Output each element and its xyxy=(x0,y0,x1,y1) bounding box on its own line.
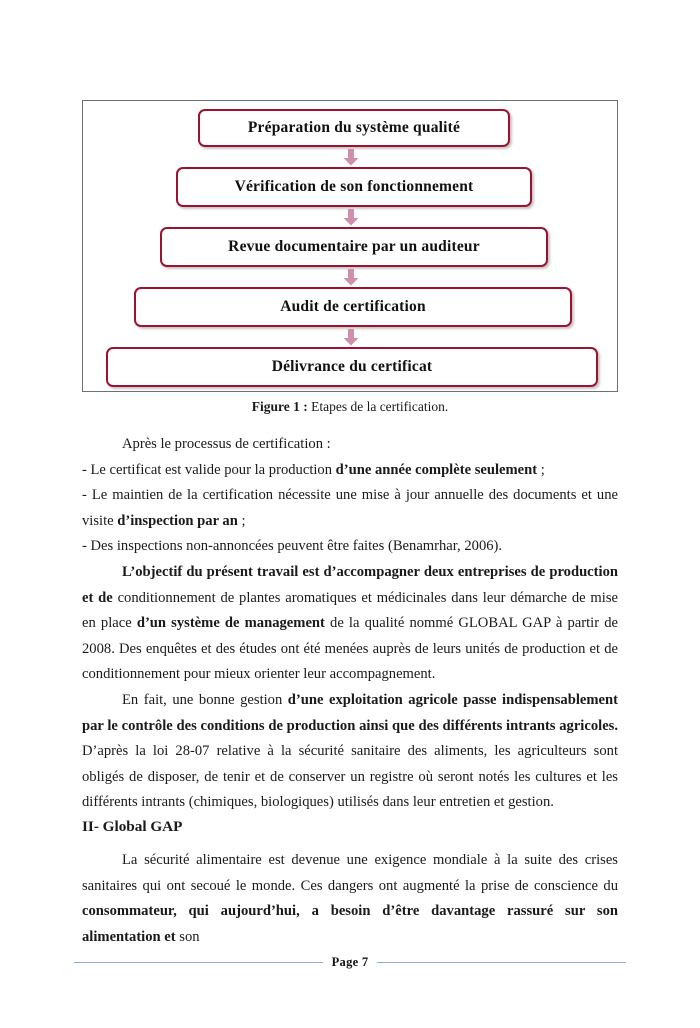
intro-line: Après le processus de certification : xyxy=(122,436,331,452)
objectif-plain-2: de la qualité nommé GLOBAL GAP à partir de 2008. Des enquêtes et des études ont été menées auprès de leurs unités de production et de conditionnement pour mieux orienter leur accompagnement. xyxy=(82,615,619,683)
page-number: Page 7 xyxy=(331,954,369,969)
securite-bold-1: consommateur, qui aujourd’hui, a besoin d’être davantage rassuré sur son alimentation et xyxy=(82,903,618,945)
bullet-item-2 xyxy=(82,483,618,534)
certification-notes-block xyxy=(82,432,618,560)
section-heading-text: II- Global GAP xyxy=(82,818,183,835)
flow-step-3-label: Revue documentaire par un auditeur xyxy=(228,238,480,256)
figure-caption-label: Figure 1 : xyxy=(251,399,308,414)
bullet-2-bold: d’inspection par an xyxy=(117,512,238,529)
objectif-bold-1: L’objectif du présent travail est d’accompagner deux entreprises de production et de xyxy=(82,564,618,606)
bullet-2-tail: ; xyxy=(237,512,246,529)
flow-step-2-label: Vérification de son fonctionnement xyxy=(234,178,474,196)
footer-rule-left xyxy=(74,962,323,963)
flow-arrow-1 xyxy=(343,149,359,166)
flow-step-2 xyxy=(176,167,532,207)
bullet-1-plain: - Le certificat est valide pour la production xyxy=(82,461,336,478)
bullet-1-bold: d’une année complète seulement xyxy=(335,461,538,478)
paragraph-securite-text xyxy=(82,848,618,950)
paragraph-securite xyxy=(82,848,618,950)
flow-step-1-label: Préparation du système qualité xyxy=(247,119,461,137)
flow-step-1 xyxy=(198,109,510,147)
securite-plain-2: son xyxy=(175,928,200,945)
flow-step-5-label: Délivrance du certificat xyxy=(271,358,433,376)
figure-caption xyxy=(82,399,618,416)
figure-caption-text: Etapes de la certification. xyxy=(307,399,449,414)
paragraph-objectif xyxy=(82,560,618,688)
objectif-plain-1: conditionnement de plantes aromatiques et médicinales dans leur démarche de mise en place xyxy=(82,589,618,632)
securite-plain-1: La sécurité alimentaire est devenue une exigence mondiale à la suite des crises sanitaires qui ont secoué le monde. Ces dangers ont augmenté la prise de conscience du xyxy=(82,852,618,894)
bullet-item-3 xyxy=(82,534,618,560)
paragraph-gestion-text xyxy=(82,688,618,816)
footer-rule-right xyxy=(377,962,626,963)
flow-arrow-4 xyxy=(343,329,359,346)
bullet-2-plain: - Le maintien de la certification nécessite une mise à jour annuelle des documents et une visite xyxy=(82,487,618,529)
flow-arrow-3 xyxy=(343,269,359,286)
gestion-bold-1: d’une exploitation agricole passe indispensablement par le contrôle des conditions de production ainsi que des différents intrants agricoles. xyxy=(82,692,618,734)
flow-step-3 xyxy=(160,227,548,267)
flow-step-5 xyxy=(106,347,598,387)
section-heading-global-gap xyxy=(82,818,618,836)
bullet-item-1 xyxy=(82,458,618,484)
flow-arrow-2 xyxy=(343,209,359,226)
objectif-bold-2: d’un système de management xyxy=(136,615,325,632)
flow-step-4-label: Audit de certification xyxy=(280,298,426,316)
bullet-3-plain: - Des inspections non-annoncées peuvent être faites (Benamrhar, 2006). xyxy=(82,538,503,555)
page-footer xyxy=(74,952,626,972)
flow-step-4 xyxy=(134,287,572,327)
paragraph-objectif-text xyxy=(82,560,618,688)
figure-frame xyxy=(82,100,618,392)
bullet-1-tail: ; xyxy=(537,461,545,478)
flowchart xyxy=(83,101,617,391)
gestion-plain-1: En fait, une bonne gestion xyxy=(122,692,288,708)
paragraph-gestion xyxy=(82,688,618,816)
gestion-plain-2: D’après la loi 28-07 relative à la sécurité sanitaire des aliments, les agriculteurs sont obligés de disposer, de tenir et de conserver un registre où seront notés les cultures et les différents intrants (chimiques, biologiques) utilisés dans leur entretien et gestion. xyxy=(82,743,618,811)
